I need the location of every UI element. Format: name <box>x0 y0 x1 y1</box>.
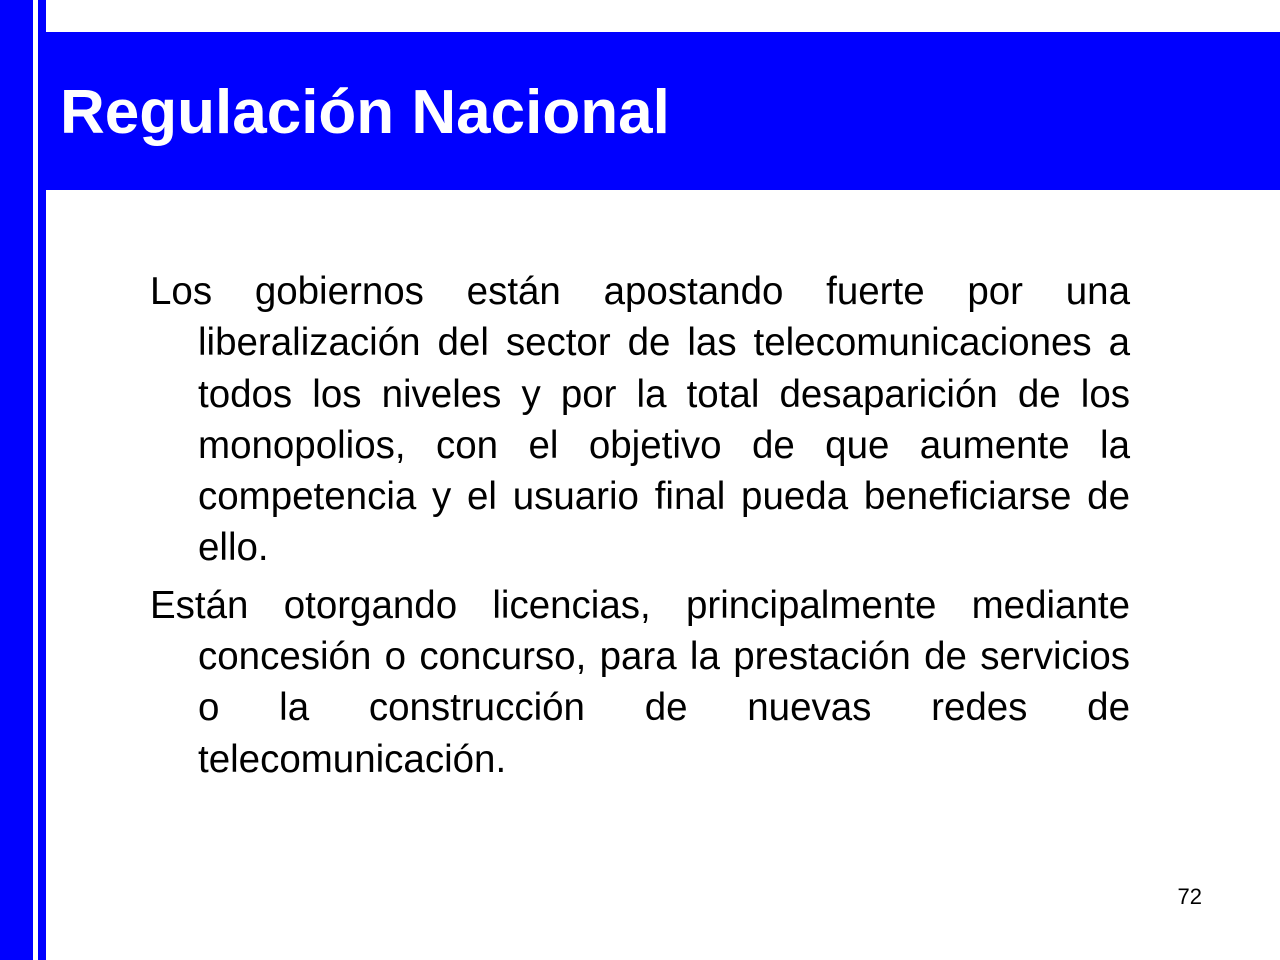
paragraph-liberalization: Los gobiernos están apostando fuerte por una liberalización del sector de las telecomunicaciones a todos los niveles y por la total desaparición de los monopolios, con el objetivo de que aumente la competencia y el usuario final pueda beneficiarse de ello. <box>150 270 1130 570</box>
page-number: 72 <box>1177 884 1202 909</box>
slide-body <box>150 266 1130 791</box>
paragraph-licenses: Están otorgando licencias, principalmente mediante concesión o concurso, para la prestación de servicios o la construcción de nuevas redes de telecomunicación. <box>150 583 1130 781</box>
left-accent-bar <box>0 0 33 960</box>
slide-title: Regulación Nacional <box>60 78 670 147</box>
